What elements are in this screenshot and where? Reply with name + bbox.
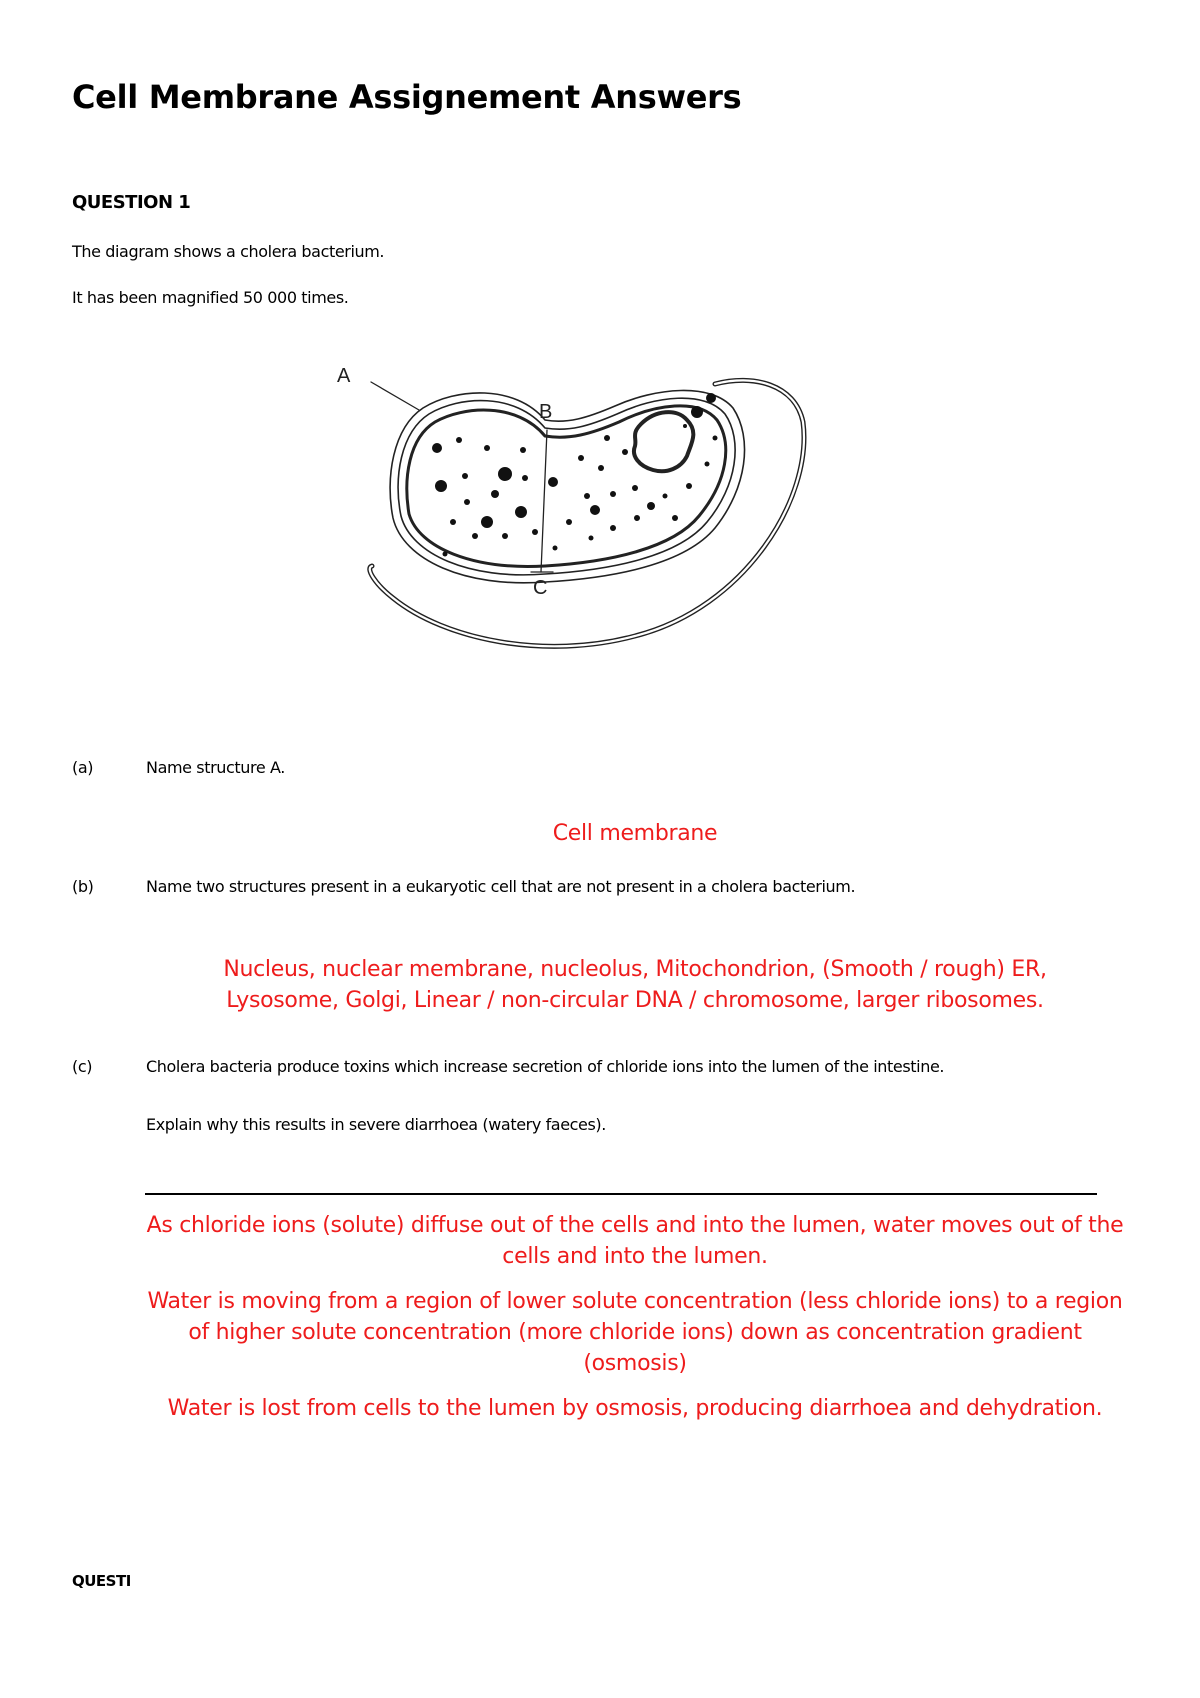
part-b-question [72,877,855,896]
part-c-text: Cholera bacteria produce toxins which increase secretion of chloride ions into the lumen of the intestine. [146,1057,945,1076]
label-a: A [337,365,351,387]
label-b: B [539,401,553,423]
cholera-bacterium-diagram [337,365,845,678]
part-b-answer-line-2: Lysosome, Golgi, Linear / non-circular DNA / chromosome, larger ribosomes. [226,988,1044,1013]
part-c-answer-paragraph-1: As chloride ions (solute) diffuse out of the cells and into the lumen, water moves out of the cells and into the lumen. [146,1213,1124,1269]
document-title: Cell Membrane Assignement Answers [72,78,742,116]
question-1-heading: QUESTION 1 [72,192,191,213]
part-b-letter: (b) [72,877,94,896]
part-b-answer-line-1: Nucleus, nuclear membrane, nucleolus, Mitochondrion, (Smooth / rough) ER, [223,957,1047,982]
part-a-answer: Cell membrane [552,821,718,846]
nucleoid [634,412,693,471]
question-intro-line-1: The diagram shows a cholera bacterium. [72,242,385,261]
part-a-question [72,758,285,777]
part-c-explain-prompt: Explain why this results in severe diarrhoea (watery faeces). [146,1115,606,1134]
label-c: C [533,577,548,599]
part-c-answer [145,1210,1125,1438]
part-b-text: Name two structures present in a eukaryotic cell that are not present in a cholera bacterium. [146,877,856,896]
part-a-letter: (a) [72,758,94,777]
question-intro-line-2: It has been magnified 50 000 times. [72,288,349,307]
part-c-letter: (c) [72,1057,93,1076]
part-c-question [72,1057,944,1076]
cell-membrane [407,406,726,567]
part-a-text: Name structure A. [146,758,285,777]
part-b-answer [145,954,1125,1016]
part-c-answer-paragraph-2: Water is moving from a region of lower solute concentration (less chloride ions) to a region of higher solute concentration (more chloride ions) down as concentration gradient (osmosis) [147,1289,1123,1376]
next-question-heading: QUESTI [72,1572,131,1590]
part-c-answer-paragraph-3: Water is lost from cells to the lumen by osmosis, producing diarrhoea and dehydration. [167,1396,1103,1421]
answer-line-divider [145,1193,1097,1195]
